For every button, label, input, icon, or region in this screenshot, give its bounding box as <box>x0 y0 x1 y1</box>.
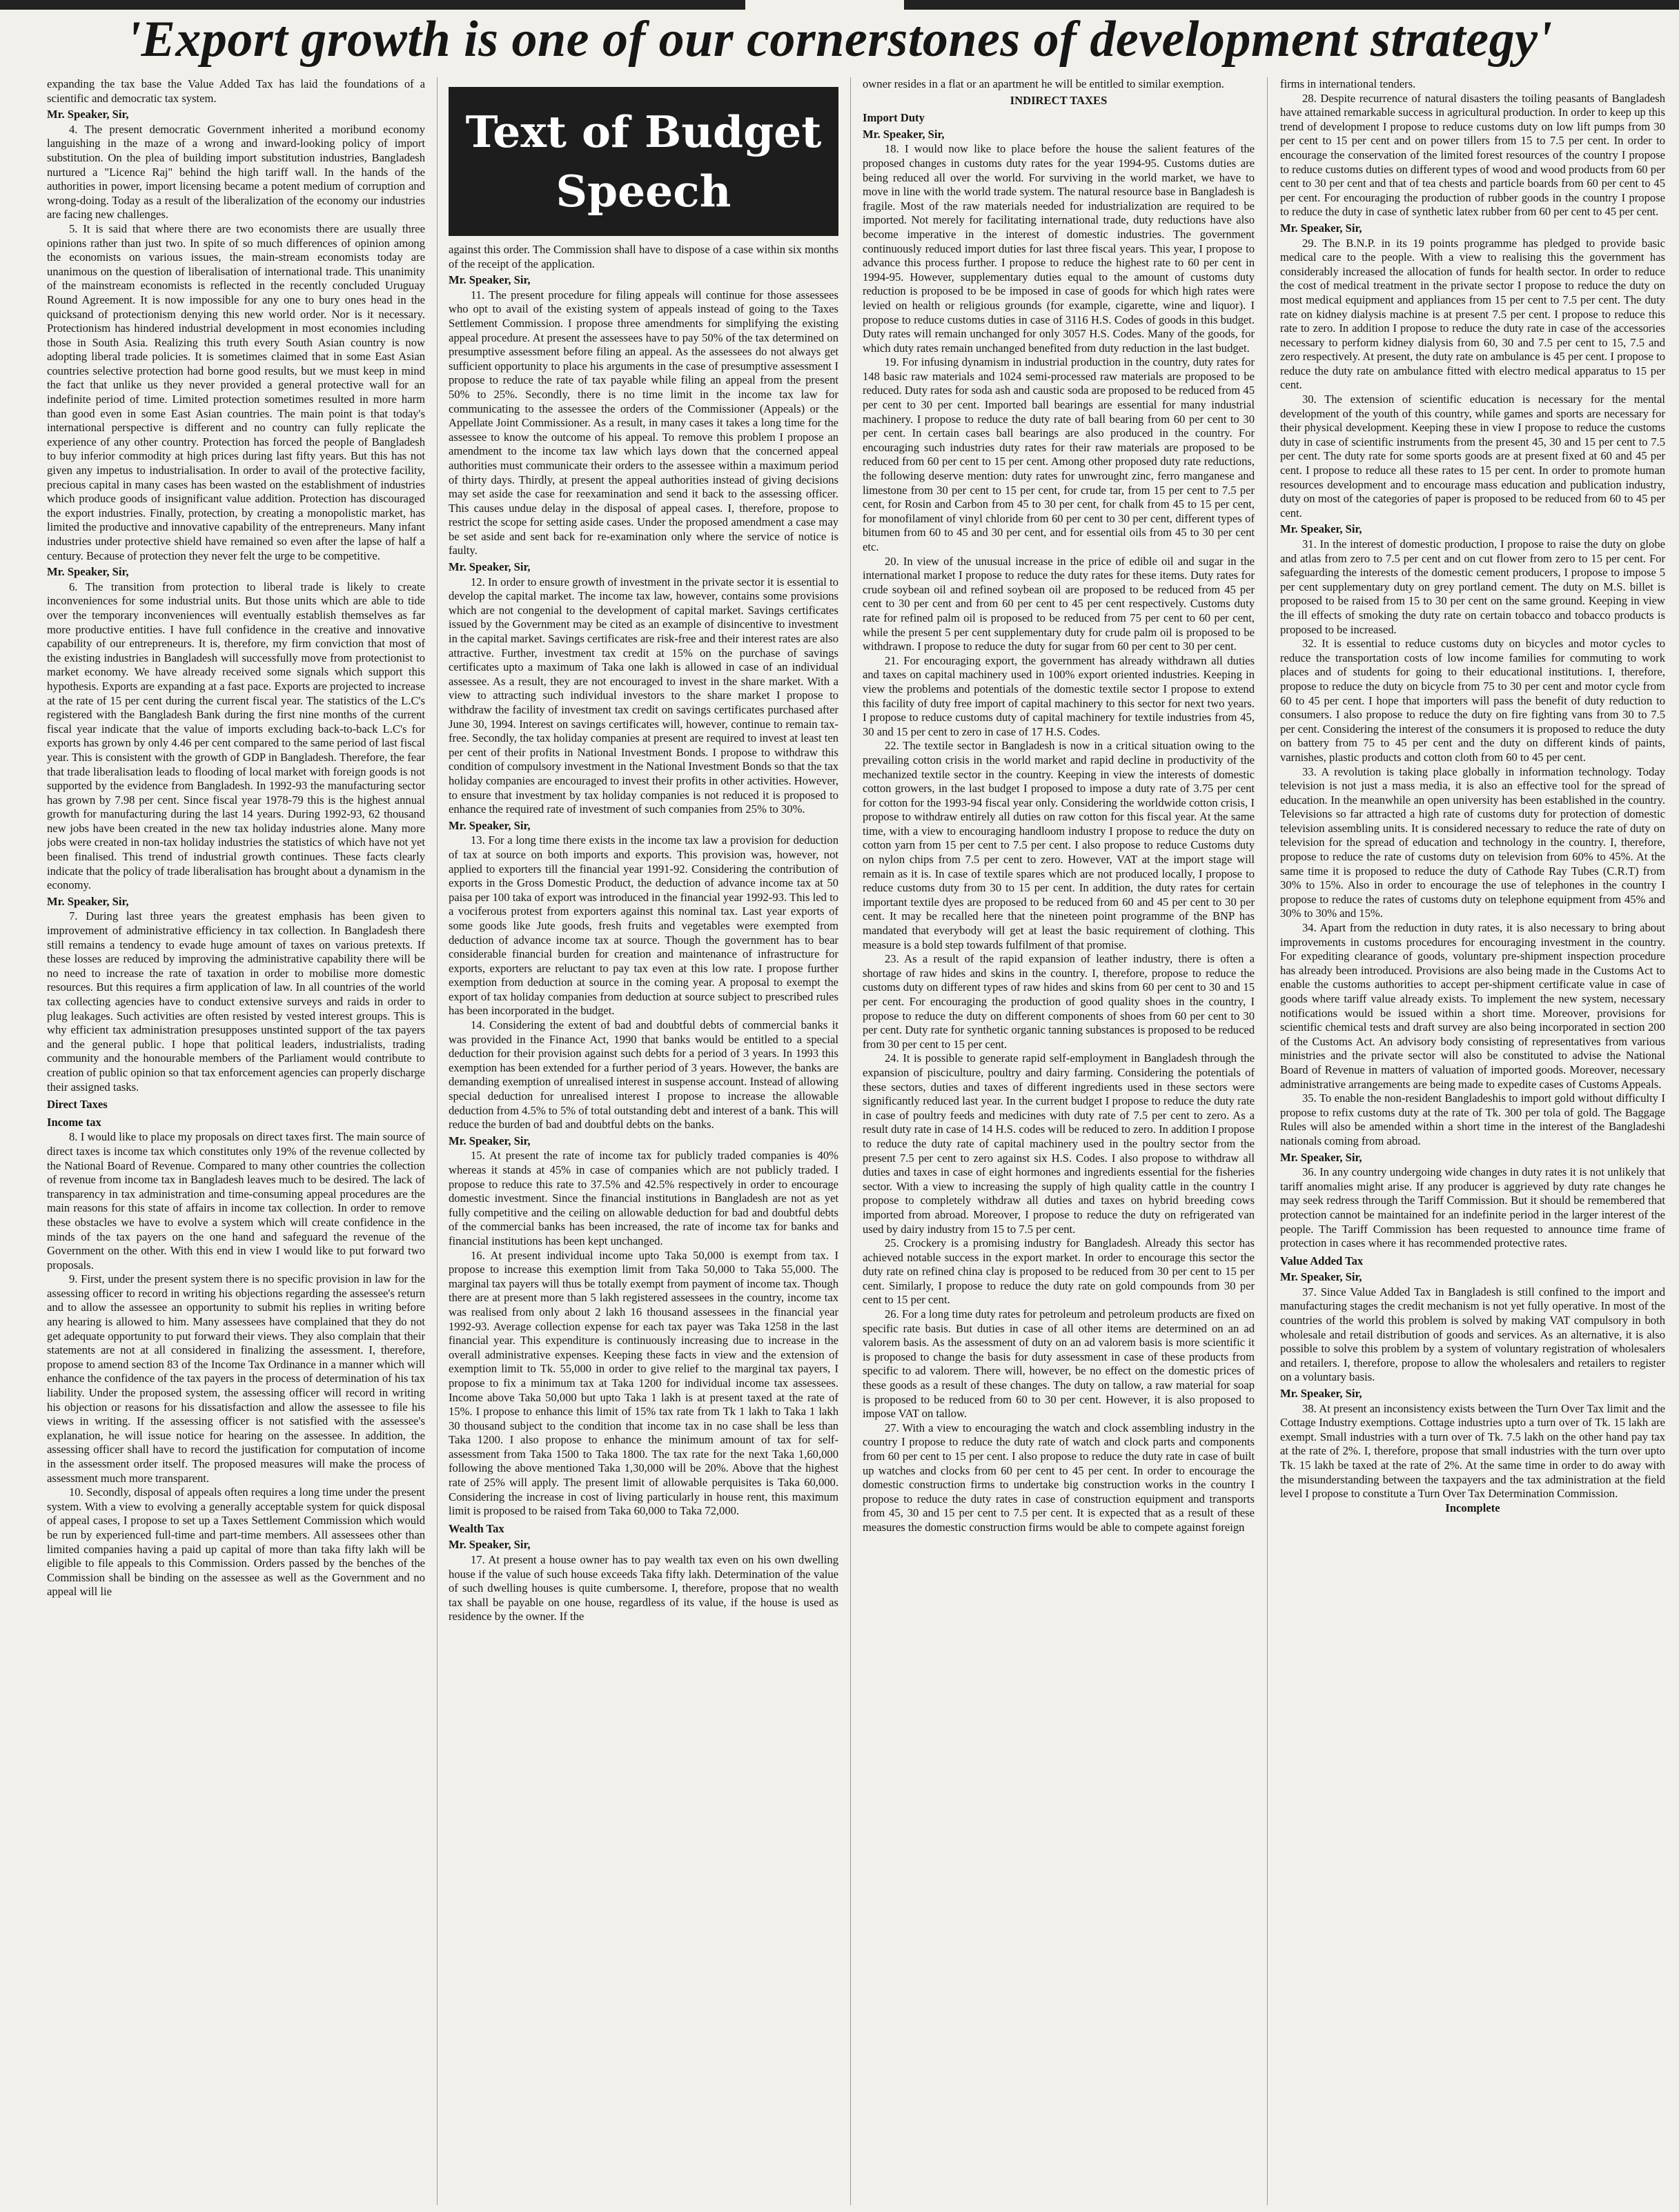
paragraph-25: 25. Crockery is a promising industry for Bangladesh. Already this sector has achieved notable success in the export market. In order to encourage this sector the duty rate on refined china clay is proposed to be reduced from 30 per cent to 15 per cent. Similarly, I propose to reduce the duty rate on gold compounds from 30 per cent to 15 per cent. <box>863 1236 1255 1307</box>
salutation: Mr. Speaker, Sir, <box>1280 1270 1362 1284</box>
paragraph-35: 35. To enable the non-resident Bangladeshis to import gold without difficulty I propose to refix customs duty at the rate of Tk. 300 per tola of gold. The Baggage Rules will also be amended within a short time in the interest of the Bangladeshi nationals coming from abroad. <box>1280 1092 1665 1147</box>
column-divider <box>1267 77 1268 2205</box>
paragraph-26: 26. For a long time duty rates for petroleum and petroleum products are fixed on specific rate basis. But duties in case of all other items are determined on an ad valorem basis. As the assessment of duty on an ad valorem basis is more scientific it is proposed to change the basis for duty assessment in case of these products from specific to ad valorem. There will, however, be no effect on the domestic prices of these goods as a result of these changes. The duty on tallow, a raw material for soap is proposed to be reduced from 60 to 30 per cent. However, it is also proposed to impose VAT on tallow. <box>863 1307 1255 1421</box>
paragraph-36: 36. In any country undergoing wide changes in duty rates it is not unlikely that tariff anomalies might arise. If any producer is aggrieved by duty rate changes he may seek redress through the Tariff Commission. But it should be remembered that protection cannot be maintained for an indefinite period in the larger interest of the people. The Tariff Commission has been requested to announce time frame of protection in cases where it has recommended protective rates. <box>1280 1165 1665 1250</box>
section-heading-wealth-tax: Wealth Tax <box>449 1521 504 1535</box>
top-border-gap <box>745 0 904 10</box>
paragraph-11: 11. The present procedure for filing appeals will continue for those assessees who opt to avail of the existing system of appeals instead of going to the Taxes Settlement Commission. I propose three amendments for simplifying the existing appeal procedure. At present the assessees have to pay 50% of the tax determined on presumptive assessment before filing an appeal. As the assessees do not always get sufficient opportunity to place his arguments in the case of presumptive assessment I propose to reduce the rate of tax payable while filing an appeal from the present 50% to 25%. Secondly, there is no time limit in the income tax law for communicating to the assessee the orders of the Commissioner (Appeals) or the Appellate Joint Commissioner. As a result, in many cases it takes a long time for the assessee to know the outcome of his appeal. To remove this problem I propose an amendment to the income tax law which lays down that the concerned appeal authorities must communicate their orders to the assessee within a maximum period of thirty days. Thirdly, at present the appeal authorities instead of giving decisions may set aside the case for reexamination and send it back to the assessing officer. This causes undue delay in the disposal of appeal cases. I, therefore, propose to restrict the scope for setting aside cases. Under the proposed amendment a case may be set aside and sent back for re-examination only where the service of notice is faulty. <box>449 288 838 557</box>
paragraph-5: 5. It is said that where there are two economists there are usually three opinions rather than just two. In spite of so much differences of opinion among the economists on various issues, the main-stream economists today are unanimous on the question of liberalisation of international trade. This unanimity of the mainstream economists is reflected in the recently concluded Uruguay Round Agreement. It is now impossible for any one to bury ones head in the quicksand of protectionism denying this new world order. Nor is it necessary. Protectionism has hindered industrial development in most economies including those in South Asia. Realizing this truth every South Asian country is now adopting liberal trade policies. It is sometimes claimed that in some East Asian countries selective protection had borne good results, but we must keep in mind the fact that unlike us they never provided a general protective wall for an indefinite period of time. Limited protection sometimes resulted in more harm than good even in some East Asian countries. The main point is that today's international perspective is different and no country can fully replicate the experience of any other country. Protection has forced the people of Bangladesh to buy inferior commodity at high prices during last fifty years. But this has not given any impetus to industrialisation. In order to avail of the protective facility, precious capital in many cases has been wasted on the establishment of industries which produce goods of insignificant value addition. Protection has discouraged the export industries. Finally, protection, by creating a monopolistic market, has limited the productive and innovative capability of the entrepreneurs. Many infant industries under protective shield have remained so even after the lapse of half a century. Because of protection they never felt the urge to be competitive. <box>47 221 425 562</box>
salutation: Mr. Speaker, Sir, <box>449 273 531 287</box>
paragraph-24: 24. It is possible to generate rapid self-employment in Bangladesh through the expansion of pisciculture, poultry and dairy farming. Considering the potentials of these sectors, duties and taxes of different ingredients used in these sectors were significantly reduced last year. In the current budget I propose to reduce the duty rate in case of poultry feeds and medicines with duty rate of 7.5 per cent to zero. As a result duty rate in case of 14 H.S. codes will be reduced to zero. In addition I propose to reduce the duty rate of capital machinery used in the poultry sector from the present 7.5 per cent to zero against six H.S. Codes. I also propose to withdraw all duties and taxes in case of eight hormones and ingredients essential for the fisheries sector. With a view to increasing the supply of high quality cattle in the country I propose to completely withdraw all duties and taxes on hybrid breeding cows imported from abroad. Moreover, I propose to reduce the duty on refrigerated van used by dairy industry from 15 to 7.5 per cent. <box>863 1051 1255 1236</box>
salutation: Mr. Speaker, Sir, <box>47 108 129 121</box>
paragraph-27: 27. With a view to encouraging the watch and clock assembling industry in the country I propose to reduce the duty rate of watch and clock parts and components from 60 per cent to 15 per cent. I also propose to reduce the duty rate in case of built up watches and clocks from 60 per cent to 45 per cent. In order to encourage the domestic construction firms to undertake big construction works in the country I propose to reduce the duty rates in case of construction equipment and transports from 45, 30 and 15 per cent to 7.5 per cent. It is expected that as a result of these measures the domestic construction firms would be able to compete against foreign <box>863 1421 1255 1534</box>
paragraph-19: 19. For infusing dynamism in industrial production in the country, duty rates for 148 basic raw materials and 1024 semi-processed raw materials are proposed to be reduced. Duty rates for soda ash and caustic soda are proposed to be reduced from 45 per cent to 30 per cent. Imported ball bearings are essential for many industrial machinery. I propose to reduce the duty rate of ball bearing from 60 per cent to 30 per cent. In certain cases ball bearings are also produced in the country. For encouraging such industries duty rates for their raw materials are proposed to be reduced from 60 per cent to 15 per cent. Among other proposed duty rate reductions, the following deserve mention: duty rates for unwrought zinc, ferro manganese and limestone from 30 per cent to 15 per cent, for crude tar, from 15 per cent to 7.5 per cent, for Rosin and Carbon from 45 to 30 per cent, for chalk from 45 to 15 per cent, for monofilament of vinyl chloride from 60 per cent to 30 per cent, different types of bitumen from 60 to 45 and 30 per cent, and for essential oils from 45 to 30 per cent etc. <box>863 355 1255 553</box>
article-column-2 <box>449 77 838 2205</box>
paragraph-18: 18. I would now like to place before the house the salient features of the proposed changes in customs duty rates for the year 1994-95. Customs duties are being reduced all over the world. For surviving in the world market, we have to move in line with the world trade system. The natural resource base in Bangladesh is fragile. Most of the raw materials needed for industrialization are required to be imported. Not merely for facilitating international trade, duty reductions have also become imperative in the interest of domestic industries. The government continuously reduced import duties for last three fiscal years. This year, I propose to advance this process further. I propose to reduce the highest rate to 60 per cent in 1994-95. However, supplementary duties equal to the amount of customs duty reduction is proposed to be be imposed in case of goods for which high rates were levied on health or religious grounds (for example, cigarette, wine and liquor). I propose to reduce customs duties in case of 3116 H.S. Codes of goods in this budget. Duty rates will remain unchanged for only 3057 H.S. Codes. Many of the goods, for which duty rates remain unchanged benefited from duty reduction in the last budget. <box>863 142 1255 355</box>
section-heading-import-duty: Import Duty <box>863 111 925 125</box>
paragraph-37: 37. Since Value Added Tax in Bangladesh is still confined to the import and manufacturing stages the credit mechanism is not yet fully operative. In most of the countries of the world this problem is solved by making VAT compulsory in both wholesale and retail distribution of goods and services. As an alternative, it is also possible to solve this problem by a system of voluntary registration of wholesalers and retailers. I, therefore, propose to allow the wholesalers and retailers to register on a voluntary basis. <box>1280 1285 1665 1384</box>
section-heading-indirect-taxes: INDIRECT TAXES <box>1010 93 1108 107</box>
page-headline: 'Export growth is one of our cornerstones of development strategy' <box>126 11 1553 68</box>
paragraph-31: 31. In the interest of domestic production, I propose to raise the duty on globe and atlas from zero to 7.5 per cent and on cut flower from zero to 15 per cent. For safeguarding the interests of the domestic cement producers, I propose to impose 5 per cent supplementary duty on grey portland cement. The duty on M.S. billet is proposed to be raised from 15 to 30 per cent on the same ground. Keeping in view the ill effects of smoking the duty rate on certain tobacco and tobacco products is proposed to be increased. <box>1280 537 1665 636</box>
paragraph-4: 4. The present democratic Government inherited a moribund economy languishing in the maze of a wrong and inward-looking policy of import substitution. On the plea of building import substitution industries, Bangladesh nurtured a "Licence Raj" behind the high tariff wall. In the hands of the authorities in power, import licensing became a potent medium of corruption and wrong-doing. Today as a result of the liberalization of the economy our industries are facing new challenges. <box>47 122 425 221</box>
section-heading-direct-taxes: Direct Taxes <box>47 1098 108 1112</box>
salutation: Mr. Speaker, Sir, <box>47 565 129 579</box>
paragraph-30: 30. The extension of scientific education is necessary for the mental development of the youth of this country, while games and sports are necessary for their physical development. Keeping these in view I propose to reduce the customs duty in case of scientific instruments from the present 45, 30 and 15 per cent to 7.5 per cent. The duty rate for some sports goods are at present fixed at 60 and 45 per cent. I propose to reduce all these rates to 15 per cent. In order to promote human resources development and to encourage mass education and publication industry, duty on most of the categories of paper is proposed to be reduced from 60 to 45 per cent. <box>1280 393 1665 520</box>
paragraph: owner resides in a flat or an apartment he will be entitled to similar exemption. <box>863 77 1224 90</box>
salutation: Mr. Speaker, Sir, <box>863 127 945 141</box>
salutation: Mr. Speaker, Sir, <box>449 1134 531 1147</box>
salutation: Mr. Speaker, Sir, <box>449 1538 531 1552</box>
paragraph-12: 12. In order to ensure growth of investment in the private sector it is essential to develop the capital market. The income tax law, however, contains some provisions which are not congenial to the development of capital market. Savings certificates issued by the Government may be cited as an example of disincentive to investment in the capital market. Savings certificates are risk-free and their interest rates are also attractive. Further, investment tax credit at 15% on the purchase of savings certificates upto a maximum of Taka one lakh is allowed in case of an individual assessee. As a result, they are not encouraged to invest in the share market. With a view to attracting such individual investors to the share market I propose to withdraw the facility of investment tax credit on savings certificates purchased after June 30, 1994. Interest on savings certificates will, however, continue to remain tax-free. Secondly, the tax holiday companies at present are required to invest at least ten per cent of their profits in National Investment Bonds. I propose to withdraw this condition of compulsory investment in the National Investment Bonds so that the tax holiday companies are encouraged to invest their profits in other activities. However, to ensure that investment by tax holiday companies is not reduced it is proposed to enhance the required rate of investment of such companies from 25% to 30%. <box>449 575 838 816</box>
paragraph-22: 22. The textile sector in Bangladesh is now in a critical situation owing to the prevailing cotton crisis in the world market and rapid decline in productivity of the mechanized textile sector in the country. Keeping in view the interests of domestic cotton growers, in the last budget I proposed to impose a duty rate of 3.75 per cent for cotton for the 1993-94 fiscal year only. Considering the worldwide cotton crisis, I propose to withdraw entirely all duties on raw cotton for this fiscal year. At the same time, with a view to encouraging handloom industry I propose to reduce the duty on cotton yarn from 15 per cent to 7.5 per cent. I also propose to reduce Customs duty on nylon chips from 7.5 per cent to zero. However, VAT at the import stage will remain as it is. In case of textile spares which are not produced locally, I propose to reduce customs duty from 30 to 15 per cent. In addition, the duty rates for certain important textile dyes are proposed to be reduced from 60 and 45 per cent to 30 per cent. It may be recalled here that the nineteen point programme of the BNP has mandated that everybody will get at least the basic requirement of clothing. This measure is a bold step towards fulfilment of that promise. <box>863 739 1255 951</box>
paragraph-16: 16. At present individual income upto Taka 50,000 is exempt from tax. I propose to increase this exemption limit from Taka 50,000 to Taka 55,000. The marginal tax payers will thus be totally exempt from payment of income tax. Though there are at present more than 5 lakh registered assessees in the country, income tax was realised from only about 2 lakh 16 thousand assessees in the financial year 1992-93. Average collection expense for each tax payer was Taka 1258 in the last financial year. This expenditure is continuously increasing due to increase in the overall administrative expenses. Keeping these facts in view and the extension of exemption limit to Tk. 55,000 in order to give relief to the marginal tax payers, I propose to fix a minimum tax at Taka 1200 for individual income tax assessees. Income above Taka 50,000 but upto Taka 1 lakh is at present taxed at the rate of 15%. I propose to enhance this limit of 15% tax rate from Tk 1 lakh to Taka 1 lakh 30 thousand subject to the condition that income tax in no case shall be less than Taka 1200. I also propose to enhance the minimum amount of tax for self-assessment from Taka 1500 to Taka 1800. The tax rate for the next Taka 1,60,000 following the above mentioned Taka 1,30,000 will be 20%. Above that the highest rate of 25% will apply. The present limit of allowable perquisites is Taka 60,000. Considering the increase in cost of living particularly in house rent, this maximum limit is proposed to be raised from Taka 60,000 to Taka 72,000. <box>449 1248 838 1518</box>
paragraph-33: 33. A revolution is taking place globally in information technology. Today television is not just a mass media, it is also an effective tool for the spread of education. In the meanwhile an open university has been established in the country. Televisions so far attracted a high rate of customs duty for protection of domestic television assembling units. It is considered necessary to reduce the rate of duty on television for the spread of education and technology in the country. I, therefore, propose to reduce the rate of customs duty on television from 60% to 45%. At the same time it is proposed to reduce the duty of Cathode Ray Tubes (C.R.T) from 30% to 15%. Also in order to encourage the use of telephones in the country I propose to reduce the rates of customs duty on telephone equipment from 45% and 30% to 30% and 15%. <box>1280 764 1665 920</box>
paragraph-34: 34. Apart from the reduction in duty rates, it is also necessary to bring about improvements in customs procedures for encouraging investment in the country. For expediting clearance of goods, voluntary pre-shipment inspection procedure has already been introduced. Provisions are also being made in the Customs Act to enable the customs authorities to accept per-shipment certificate value in case of goods where tariff value already exists. To implement the new system, necessary notifications would be issued within a short time. Moreover, provisions for scientific chemical tests and draft survey are also being incorporated in section 200 of the Customs Act. An advisory body consisting of representatives from various ministries and the private sector will also be constituted to advise the National Board of Revenue in matters of valuation of imported goods. Moreover, necessary administrative arrangements are being made to expedite cases of Customs Appeals. <box>1280 921 1665 1091</box>
paragraph-8: 8. I would like to place my proposals on direct taxes first. The main source of direct taxes is income tax which constitutes only 19% of the revenue collected by the National Board of Revenue. Compared to many other countries the collection of revenue from income tax in Bangladesh leaves much to be desired. The lack of transparency in tax administration and time-consuming appeal procedures are the main reasons for this state of affairs in income tax collection. In order to remove these obstacles we have to evolve a system which will create confidence in the minds of the tax payers on the one hand and safeguard the revenue of the Government on the other. With this end in view I would like to put forward two proposals. <box>47 1130 425 1272</box>
salutation: Mr. Speaker, Sir, <box>47 894 129 908</box>
paragraph-28: 28. Despite recurrence of natural disasters the toiling peasants of Bangladesh have attained remarkable success in agricultural production. In order to keep up this trend of development I propose to reduce customs duty on low lift pumps from 30 per cent to 15 per cent and on power tillers from 15 to 7.5 per cent. In order to encourage the conservation of the limited forest resources of the country I propose to reduce customs duties on different types of wood and wood products from 60 per cent to 30 per cent and that of tea chests and particle boards from 60 per cent to 45 per cent. For encouraging the production of rubber goods in the country I propose to reduce the duty in case of synthetic latex rubber from 60 per cent to 45 per cent. <box>1280 91 1665 219</box>
salutation: Mr. Speaker, Sir, <box>449 560 531 574</box>
paragraph-21: 21. For encouraging export, the government has already withdrawn all duties and taxes on capital machinery used in 100% export oriented industries. Keeping in view the problems and potentials of the domestic textile sector I propose to extend this facility of duty free import of capital machinery to this sector for next two years. I propose to reduce customs duty of capital machinery for textile industries from 45, 30 and 15 per cent to zero in case of 17 H.S. Codes. <box>863 653 1255 738</box>
paragraph-17: 17. At present a house owner has to pay wealth tax even on his own dwelling house if the value of such house exceeds Taka fifty lakh. Determination of the value of such dwelling houses is quite cumbersome. I, therefore, propose that no wealth tax shall be payable on one house, regardless of its value, if the house is used as residence by the owner. If the <box>449 1553 838 1623</box>
title-box-line-2: Speech <box>556 166 732 217</box>
paragraph-15: 15. At present the rate of income tax for publicly traded companies is 40% whereas it stands at 45% in case of companies which are not publicly traded. I propose to reduce this rate to 37.5% and 42.5% respectively in order to encourage domestic investment. Since the financial institutions in Bangladesh are not as yet fully competitive and the ceiling on allowable deduction for bad and doubtful debts of the commercial banks has been increased, the rate of income tax for banks and financial institutions has been kept unchanged. <box>449 1149 838 1247</box>
paragraph-10: 10. Secondly, disposal of appeals often requires a long time under the present system. With a view to evolving a generally acceptable system for quick disposal of appeal cases, I propose to set up a Taxes Settlement Commission which would be run by experienced full-time and part-time members. All assessees other than limited companies having a paid up capital of more than taka fifty lakh will be eligible to file appeals to this Commission. Orders passed by the benches of the Commission shall be binding on the assessee as well as the Government and no appeal will lie <box>47 1485 425 1599</box>
article-column-3 <box>863 77 1255 2205</box>
paragraph: expanding the tax base the Value Added Tax has laid the foundations of a scientific and democratic tax system. <box>47 77 425 105</box>
section-heading-value-added-tax: Value Added Tax <box>1280 1254 1364 1267</box>
column-divider <box>437 77 438 2205</box>
article-column-4 <box>1280 77 1665 2205</box>
salutation: Mr. Speaker, Sir, <box>1280 221 1362 235</box>
column-divider <box>850 77 851 2205</box>
paragraph-23: 23. As a result of the rapid expansion of leather industry, there is often a shortage of raw hides and skins in the country. I, therefore, propose to reduce the customs duty on different types of raw hides and skins from 60 per cent to 30 and 15 per cent. For encouraging the production of good quality shoes in the country, I propose to reduce the duty on different components of shoes from 60 per cent to 30 per cent. Duty rate for synthetic organic tanning substances is proposed to be reduced from 30 per cent to 15 per cent. <box>863 952 1255 1051</box>
column-2-text <box>449 243 838 2205</box>
paragraph: against this order. The Commission shall have to dispose of a case within six months of the receipt of the application. <box>449 243 838 270</box>
paragraph-14: 14. Considering the extent of bad and doubtful debts of commercial banks it was provided in the Finance Act, 1990 that banks would be entitled to a special deduction for their provision against such debts for a period of 3 years. In 1993 this exemption has been extended for a further period of 3 years. However, the banks are demanding exemption of unrealised interest in suspense account. Instead of allowing special deduction for unrealised interest I propose to increase the allowable deduction from 4.5% to 5% of total outstanding debt and interest of a bank. This will reduce the burden of bad and doubtful debts on the banks. <box>449 1018 838 1132</box>
salutation: Mr. Speaker, Sir, <box>1280 1387 1362 1401</box>
salutation: Mr. Speaker, Sir, <box>1280 1150 1362 1164</box>
paragraph-29: 29. The B.N.P. in its 19 points programme has pledged to provide basic medical care to the people. With a view to realising this the government has considerably increased the allocation of funds for health sector. In order to reduce the cost of medical treatment in the private sector I propose to reduce the duty on most medical equipment and appliances from 15 per cent to 7.5 per cent. The duty rate on kidney dialysis machine is at present 7.5 per cent. I propose to reduce this rate to zero. In addition I propose to reduce the duty rate in case of the accessories necessary to perform kidney dialysis from 60, 30 and 7.5 per cent to 15, 7.5 and zero respectively. At present, the duty rate on ambulance is 45 per cent. I propose to reduce the duty rate on ambulance fitted with electro medical apparatus to 15 per cent. <box>1280 236 1665 392</box>
salutation: Mr. Speaker, Sir, <box>449 818 531 832</box>
title-box-line-1: Text of Budget <box>465 106 822 157</box>
salutation: Mr. Speaker, Sir, <box>1280 522 1362 536</box>
paragraph: firms in international tenders. <box>1280 77 1416 90</box>
article-column-1 <box>47 77 425 2205</box>
paragraph-6: 6. The transition from protection to liberal trade is likely to create inconveniences for some industrial units. But those units which are able to tide over the temporary inconveniences will eventually establish themselves as far more productive entities. I have full confidence in the creative and innovative capability of our entrepreneurs. It is, therefore, my firm conviction that most of the existing industries in Bangladesh will successfully move from protectionist to market economy. We have already received some signals which support this hypothesis. Exports are expanding at a fast pace. Exports are projected to increase at the rate of 15 per cent during the current fiscal year. The statistics of the L.C's registered with the Bangladesh Bank during the first nine months of the current fiscal year indicate that the value of imports excluding back-to-back L.C's for exports has grown by only 4.46 per cent compared to the same period of last fiscal year. This is consistent with the growth of GDP in Bangladesh. Therefore, the fear that trade liberalisation leads to flooding of local market with foreign goods is not supported by the evidence from Bangladesh. In 1992-93 the manufacturing sector has grown by 7.98 per cent. Since fiscal year 1978-79 this is the highest annual growth for manufacturing during the last 14 years. During 1992-93, 62 thousand new jobs have been created in the new tax holiday industries alone. Many more jobs were created in non-tax holiday industries the statistics of which have not yet been finalised. This trend of industrial growth continues. These facts clearly indicate that the policy of trade liberalisation has brought about a dynamism in the economy. <box>47 580 425 892</box>
paragraph-38: 38. At present an inconsistency exists between the Turn Over Tax limit and the Cottage Industry exemptions. Cottage industries upto a turn over of Tk. 15 lakh are exempt. Small industries with a turn over of Tk. 7.5 lakh on the other hand pay tax at the rate of 2%. I, therefore, propose that small industries with the turn over upto Tk. 15 lakh be taxed at the rate of 2%. At the same time in order to do away with the misunderstanding between the taxpayers and the tax administration at the field level I propose to constitute a Turn Over Tax Determination Commission. <box>1280 1401 1665 1501</box>
section-heading-income-tax: Income tax <box>47 1115 101 1129</box>
continuation-note: Incomplete <box>1445 1501 1500 1514</box>
paragraph-13: 13. For a long time there exists in the income tax law a provision for deduction of tax at source on both imports and exports. This provision was, however, not applied to exporters till the financial year 1991-92. Considering the contribution of exports in the Gross Domestic Product, the deduction of advance income tax at 50 paisa per 100 taka of export was introduced in the financial year 1992-93. This led to a vociferous protest from exporters against this nominal tax. Last year exports of some goods like Jute goods, fresh fruits and vegetables were exempted from deduction of advance income tax at source. Though the government has to bear considerable financial burden for creation and maintenance of infrastructure for exports, exporters are reluctant to pay tax even at this low rate. I propose further exemption from deduction at source in the coming year. A proposal to exempt the export of tax holiday companies from deduction at source subject to prescribed rules has been incorporated in the budget. <box>449 833 838 1018</box>
paragraph-20: 20. In view of the unusual increase in the price of edible oil and sugar in the international market I propose to reduce the duty rates for these items. Duty rates for crude soybean oil and refined soybean oil are proposed to be reduced from 45 per cent to 30 per cent and from 60 per cent to 45 per cent respectively. Customs duty rate for refined palm oil is proposed to be reduced from 75 per cent to 60 per cent, while the present 5 per cent supplementary duty for crude palm oil is proposed to be withdrawn. I propose to reduce the duty for sugar from 60 per cent to 30 per cent. <box>863 554 1255 653</box>
paragraph-32: 32. It is essential to reduce customs duty on bicycles and motor cycles to reduce the transportation costs of low income families for commuting to work places and of students for going to their educational institutions. I, therefore, propose to reduce the duty on bicycle from 75 to 30 per cent and motor cycle from 60 to 45 per cent. I hope that importers will pass the benefit of duty reduction to consumers. I also propose to reduce the duty on fire fighting vans from 30 to 7.5 per cent. Considering the interest of the consumers it is proposed to reduce the duty on battery from 75 to 45 per cent and the duty on different kinds of paints, varnishes, plastic products and cotton cloth from 60 to 45 per cent. <box>1280 637 1665 764</box>
paragraph-9: 9. First, under the present system there is no specific provision in law for the assessing officer to record in writing his objections regarding the assessee's return and to allow the assessee an opportunity to submit his replies in writing before any hearing is allowed to him. Many assessees have complained that they do not get adequate opportunity to put forward their views. They also complain that their statements are not at all considered in finalizing the assessment. I, therefore, propose to amend section 83 of the Income Tax Ordinance in a manner which will enhance the confidence of the tax payers in the process of determination of his tax liability. Under the proposed system, the assessing officer will record in writing his objection or reasons for his dissatisfaction and allow the assessee to file his views in writing. If the assessing officer is not satisfied with the assessee's explanation, he will issue notice for hearing on the assessee. In addition, the assessing officer shall have to record the justification for computation of income in the assessment order itself. The proposed measures will make the process of assessment much more transparent. <box>47 1272 425 1485</box>
title-box <box>449 87 838 236</box>
paragraph-7: 7. During last three years the greatest emphasis has been given to improvement of administrative efficiency in tax collection. In Bangladesh there still remains a tendency to evade huge amount of taxes on various pretexts. If these losses are reduced by improving the administrative capability there will be no need to increase the rate of taxation in order to mobilise more domestic resources. But this requires a firm application of law. In all countries of the world tax collecting agencies have to conduct extensive surveys and raids in order to plug leakages. Such activities are often resisted by vested interest groups. This is why efficient tax administration presupposes unstinted support of the tax payers and the general public. I hope that political leaders, industrialists, trading community and the honourable members of the Parliament would contribute to creation of public opinion so that tax enforcement agencies can properly discharge their assigned tasks. <box>47 909 425 1094</box>
